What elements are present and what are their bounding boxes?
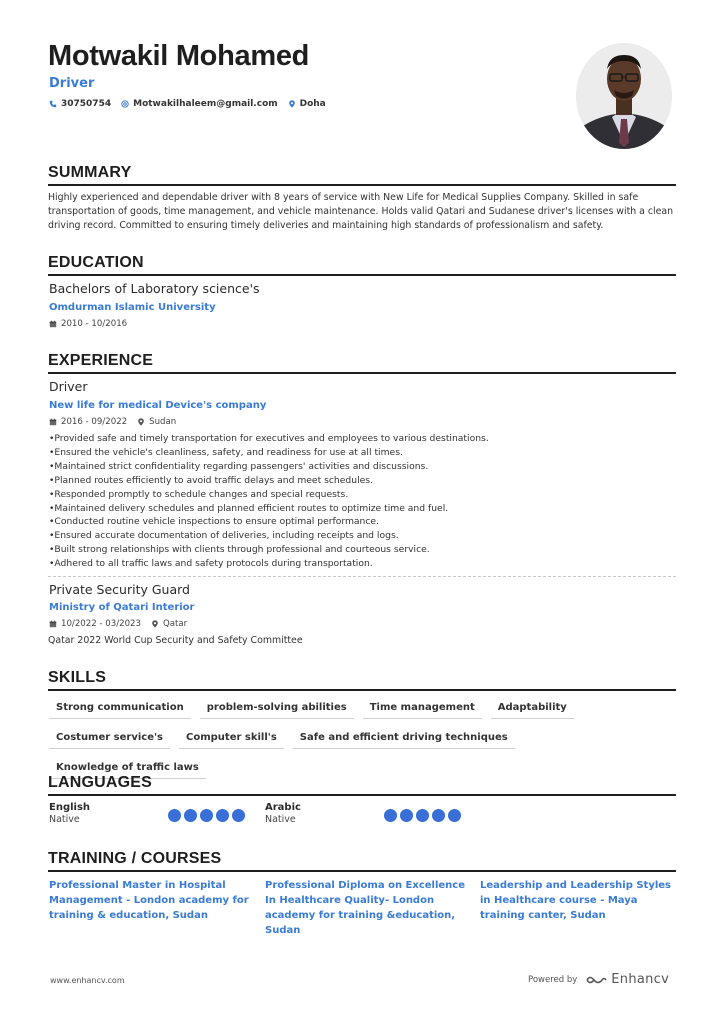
phone-icon (49, 100, 57, 108)
skills-list (49, 700, 677, 779)
candidate-name: Motwakil Mohamed (48, 40, 310, 72)
job-company: New life for medical Device's company (49, 400, 267, 411)
location-pin-icon (288, 100, 296, 108)
rating-dot (384, 809, 397, 822)
calendar-icon (49, 418, 57, 426)
list-item: •Ensured the vehicle's cleanliness, safety, and readiness for use at all times. (49, 446, 403, 458)
language-rating (384, 809, 461, 822)
languages-heading: LANGUAGES (48, 774, 153, 791)
job-meta (49, 619, 187, 629)
experience-heading: EXPERIENCE (48, 352, 154, 369)
calendar-icon (49, 320, 57, 328)
candidate-role: Driver (49, 76, 95, 91)
language-arabic (265, 802, 301, 825)
footer-url[interactable]: www.enhancv.com (50, 976, 125, 985)
brand-logo (585, 972, 669, 987)
footer-branding (528, 972, 669, 987)
location-contact (288, 99, 326, 109)
email-text: Motwakilhaleem@gmail.com (133, 99, 278, 109)
education-heading: EDUCATION (48, 254, 144, 271)
profile-photo-illustration (576, 43, 672, 149)
language-rating (168, 809, 245, 822)
education-degree: Bachelors of Laboratory science's (49, 281, 260, 296)
job-dates: 2016 - 09/2022 (61, 417, 128, 427)
job-title: Driver (49, 379, 88, 394)
job-bullets (49, 432, 677, 571)
skill-tag: Adaptability (491, 700, 574, 719)
language-level: Native (49, 814, 80, 825)
language-level: Native (265, 814, 296, 825)
experience-divider (48, 372, 676, 374)
profile-photo (576, 43, 672, 149)
list-item: •Provided safe and timely transportation for executives and employees to various destinations. (49, 433, 489, 444)
rating-dot (432, 809, 445, 822)
entry-separator (48, 576, 676, 577)
email-contact[interactable] (121, 99, 278, 109)
rating-dot (448, 809, 461, 822)
enhancv-logo-icon (585, 974, 607, 986)
rating-dot (200, 809, 213, 822)
skill-tag: Strong communication (49, 700, 191, 719)
job-meta (49, 417, 176, 427)
course-item: Professional Diploma on Excellence In Healthcare Quality- London academy for training &education, Sudan (265, 880, 466, 936)
summary-divider (48, 184, 676, 186)
summary-text: Highly experienced and dependable driver with 8 years of service with New Life for Medical Supplies Company. Skilled in safe transportation of goods, time management, and vehicle maintenance. Holds valid Qatari and Sudanese driver's licenses with a clean driving record. Committed to ensuring timely deliveries and maintaining high standards of professionalism and safety. (48, 192, 674, 231)
job-dates: 10/2022 - 03/2023 (61, 619, 141, 629)
job-title: Private Security Guard (49, 582, 190, 597)
job-location: Sudan (149, 417, 177, 427)
course-item: Leadership and Leadership Styles in Healthcare course - Maya training canter, Sudan (480, 880, 671, 921)
training-divider (48, 870, 676, 872)
skills-heading: SKILLS (48, 669, 107, 686)
list-item: •Planned routes efficiently to avoid traffic delays and meet schedules. (49, 474, 373, 486)
skill-tag: Knowledge of traffic laws (49, 760, 206, 779)
education-school: Omdurman Islamic University (49, 302, 216, 313)
languages-divider (48, 794, 676, 796)
job-description: Qatar 2022 World Cup Security and Safety Committee (48, 635, 303, 646)
skill-tag: Computer skill's (179, 730, 284, 749)
list-item: •Ensured accurate documentation of deliveries, including receipts and logs. (49, 530, 399, 542)
list-item: •Maintained delivery schedules and planned efficient routes to optimize time and fuel. (49, 502, 449, 514)
skill-tag: Safe and efficient driving techniques (293, 730, 515, 749)
calendar-icon (49, 620, 57, 628)
education-dates: 2010 - 10/2016 (61, 319, 128, 329)
language-english (49, 802, 90, 825)
brand-name: Enhancv (611, 972, 670, 987)
language-name: Arabic (265, 802, 301, 813)
list-item: •Responded promptly to schedule changes and special requests. (49, 488, 349, 500)
job-company: Ministry of Qatari Interior (49, 602, 195, 613)
rating-dot (400, 809, 413, 822)
education-divider (48, 274, 676, 276)
job-location: Qatar (162, 619, 188, 629)
list-item: •Adhered to all traffic laws and safety protocols during transportation. (49, 558, 373, 570)
contact-row (49, 99, 326, 109)
summary-heading: SUMMARY (48, 164, 132, 181)
skill-tag: Time management (363, 700, 482, 719)
rating-dot (216, 809, 229, 822)
rating-dot (168, 809, 181, 822)
skill-tag: problem-solving abilities (200, 700, 354, 719)
powered-by-text: Powered by (528, 974, 578, 985)
skills-divider (48, 689, 676, 691)
at-icon (121, 100, 129, 108)
language-name: English (49, 802, 91, 813)
phone-text: 30750754 (61, 99, 112, 109)
rating-dot (232, 809, 245, 822)
location-pin-icon (137, 418, 145, 426)
list-item: •Maintained strict confidentiality regarding passengers' activities and discussions. (49, 460, 429, 472)
phone-contact[interactable] (49, 99, 111, 109)
location-pin-icon (151, 620, 159, 628)
list-item: •Conducted routine vehicle inspections to ensure optimal performance. (49, 516, 380, 528)
list-item: •Built strong relationships with clients through professional and courteous service. (49, 544, 430, 556)
rating-dot (184, 809, 197, 822)
course-item: Professional Master in Hospital Management - London academy for training & education, Sudan (49, 880, 249, 921)
training-heading: TRAINING / COURSES (48, 850, 222, 867)
location-text: Doha (299, 99, 326, 109)
rating-dot (416, 809, 429, 822)
education-meta (49, 319, 127, 329)
skill-tag: Costumer service's (49, 730, 170, 749)
